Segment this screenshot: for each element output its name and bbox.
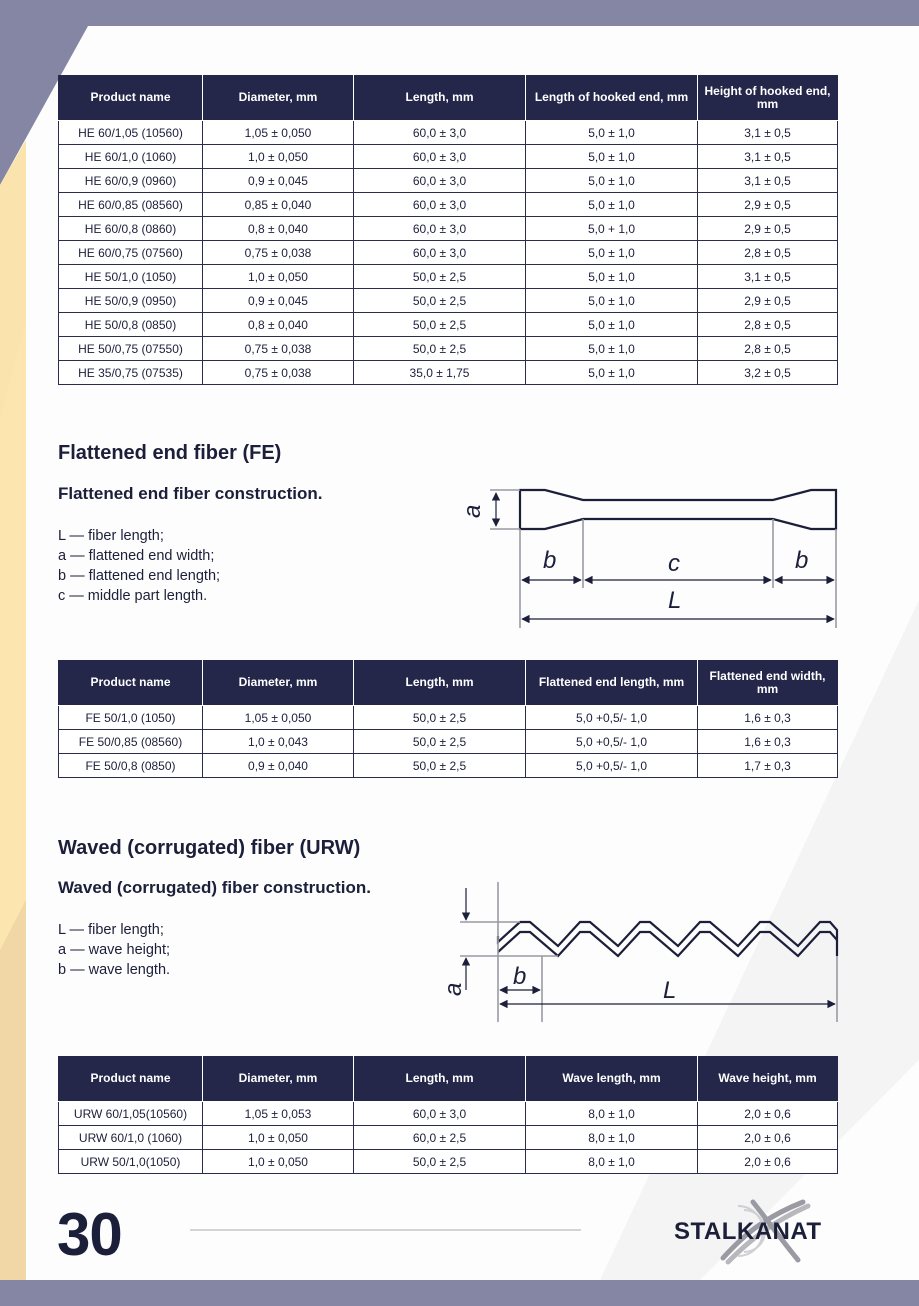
table-cell: 1,05 ± 0,053 <box>203 1102 354 1126</box>
table-row <box>59 730 838 754</box>
hooked-end-table <box>58 75 838 385</box>
logo-text: STALKANAT <box>674 1218 822 1245</box>
fe-section-title: Flattened end fiber (FE) <box>58 442 282 464</box>
header-diameter: Diameter, mm <box>203 660 354 706</box>
legend-item: c — middle part length. <box>58 588 208 604</box>
table-cell: 0,9 ± 0,045 <box>203 289 354 313</box>
fiber-outline <box>520 490 836 529</box>
table-cell: 2,8 ± 0,5 <box>698 337 838 361</box>
table-cell: 1,0 ± 0,050 <box>203 145 354 169</box>
table-cell: URW 60/1,0 (1060) <box>59 1126 203 1150</box>
table-cell: 0,75 ± 0,038 <box>203 241 354 265</box>
table-cell: FE 50/0,8 (0850) <box>59 754 203 778</box>
table-cell: 3,1 ± 0,5 <box>698 121 838 145</box>
header-hooked-end-length: Length of hooked end, mm <box>526 75 698 121</box>
table-cell: 5,0 + 1,0 <box>526 217 698 241</box>
top-band <box>0 0 919 26</box>
table-cell: 50,0 ± 2,5 <box>354 730 526 754</box>
fe-legend <box>58 526 220 606</box>
table-row <box>59 1126 838 1150</box>
table-cell: HE 35/0,75 (07535) <box>59 361 203 385</box>
stalkanat-logo <box>668 1196 838 1266</box>
waved-fiber-table <box>58 1056 838 1174</box>
header-hooked-end-height: Height of hooked end, mm <box>698 75 838 121</box>
waved-fiber-diagram <box>430 878 850 1028</box>
table-cell: HE 60/0,9 (0960) <box>59 169 203 193</box>
label-L: L <box>663 977 677 1004</box>
table-cell: 5,0 ± 1,0 <box>526 121 698 145</box>
table-cell: 0,9 ± 0,040 <box>203 754 354 778</box>
urw-legend <box>58 920 170 980</box>
table-cell: 3,2 ± 0,5 <box>698 361 838 385</box>
table-row <box>59 1102 838 1126</box>
header-length: Length, mm <box>354 75 526 121</box>
table-header-row <box>59 660 838 706</box>
table-cell: 60,0 ± 3,0 <box>354 121 526 145</box>
table-cell: 3,1 ± 0,5 <box>698 265 838 289</box>
table-cell: 50,0 ± 2,5 <box>354 706 526 730</box>
table-cell: URW 60/1,05(10560) <box>59 1102 203 1126</box>
table-cell: 1,0 ± 0,043 <box>203 730 354 754</box>
legend-item: b — flattened end length; <box>58 568 221 584</box>
table-cell: HE 60/0,75 (07560) <box>59 241 203 265</box>
table-row <box>59 193 838 217</box>
table-cell: 2,9 ± 0,5 <box>698 193 838 217</box>
table-header-row <box>59 75 838 121</box>
label-a: a <box>459 504 486 518</box>
table-row <box>59 289 838 313</box>
table-cell: HE 50/0,75 (07550) <box>59 337 203 361</box>
table-cell: 0,75 ± 0,038 <box>203 337 354 361</box>
table-row <box>59 754 838 778</box>
table-row <box>59 145 838 169</box>
table-cell: 60,0 ± 3,0 <box>354 1102 526 1126</box>
table-cell: 3,1 ± 0,5 <box>698 145 838 169</box>
fe-table-body <box>59 706 838 778</box>
table-cell: 1,7 ± 0,3 <box>698 754 838 778</box>
table-cell: HE 50/0,9 (0950) <box>59 289 203 313</box>
header-length: Length, mm <box>354 660 526 706</box>
header-product-name: Product name <box>59 660 203 706</box>
header-diameter: Diameter, mm <box>203 75 354 121</box>
table-row <box>59 121 838 145</box>
table-cell: 2,0 ± 0,6 <box>698 1126 838 1150</box>
table-cell: 8,0 ± 1,0 <box>526 1102 698 1126</box>
table-cell: 2,9 ± 0,5 <box>698 217 838 241</box>
table-cell: HE 50/1,0 (1050) <box>59 265 203 289</box>
table-cell: 0,75 ± 0,038 <box>203 361 354 385</box>
table-cell: 2,9 ± 0,5 <box>698 289 838 313</box>
table-cell: 1,0 ± 0,050 <box>203 1150 354 1174</box>
table-cell: 2,8 ± 0,5 <box>698 313 838 337</box>
table-cell: 5,0 ± 1,0 <box>526 265 698 289</box>
table-header-row <box>59 1056 838 1102</box>
table-cell: 0,85 ± 0,040 <box>203 193 354 217</box>
legend-item: L — fiber length; <box>58 528 164 544</box>
table-row <box>59 217 838 241</box>
table-cell: 5,0 +0,5/- 1,0 <box>526 706 698 730</box>
header-length: Length, mm <box>354 1056 526 1102</box>
table-cell: 1,6 ± 0,3 <box>698 706 838 730</box>
table-cell: 50,0 ± 2,5 <box>354 313 526 337</box>
table-row <box>59 337 838 361</box>
table-row <box>59 241 838 265</box>
table-cell: URW 50/1,0(1050) <box>59 1150 203 1174</box>
table-cell: 5,0 +0,5/- 1,0 <box>526 730 698 754</box>
table-cell: 5,0 ± 1,0 <box>526 289 698 313</box>
table-row <box>59 265 838 289</box>
table-cell: 3,1 ± 0,5 <box>698 169 838 193</box>
label-L: L <box>668 587 682 614</box>
table-cell: 1,0 ± 0,050 <box>203 1126 354 1150</box>
table-cell: 60,0 ± 2,5 <box>354 1126 526 1150</box>
table-cell: 1,05 ± 0,050 <box>203 706 354 730</box>
header-flattened-end-length: Flattened end length, mm <box>526 660 698 706</box>
label-a: a <box>440 982 467 996</box>
hooked-table-body <box>59 121 838 385</box>
table-cell: HE 60/0,8 (0860) <box>59 217 203 241</box>
table-cell: 5,0 ± 1,0 <box>526 241 698 265</box>
urw-table-body <box>59 1102 838 1174</box>
table-cell: 2,0 ± 0,6 <box>698 1150 838 1174</box>
table-cell: 60,0 ± 3,0 <box>354 241 526 265</box>
table-cell: 50,0 ± 2,5 <box>354 289 526 313</box>
table-row <box>59 169 838 193</box>
label-b-right: b <box>795 547 809 574</box>
table-cell: 1,05 ± 0,050 <box>203 121 354 145</box>
table-cell: 50,0 ± 2,5 <box>354 1150 526 1174</box>
table-cell: 5,0 +0,5/- 1,0 <box>526 754 698 778</box>
footer-divider <box>190 1229 581 1231</box>
table-row <box>59 706 838 730</box>
legend-item: a — wave height; <box>58 942 171 958</box>
header-product-name: Product name <box>59 75 203 121</box>
fe-construction-subtitle: Flattened end fiber construction. <box>58 484 323 503</box>
table-cell: 60,0 ± 3,0 <box>354 169 526 193</box>
table-cell: 8,0 ± 1,0 <box>526 1126 698 1150</box>
table-cell: HE 60/1,05 (10560) <box>59 121 203 145</box>
table-cell: 5,0 ± 1,0 <box>526 145 698 169</box>
flattened-fiber-diagram <box>440 478 850 636</box>
legend-item: a — flattened end width; <box>58 548 215 564</box>
bottom-band <box>0 1280 919 1306</box>
label-b: b <box>513 963 527 990</box>
label-b-left: b <box>543 547 557 574</box>
table-row <box>59 1150 838 1174</box>
header-wave-length: Wave length, mm <box>526 1056 698 1102</box>
label-c: c <box>668 550 680 577</box>
table-cell: FE 50/0,85 (08560) <box>59 730 203 754</box>
table-row <box>59 313 838 337</box>
table-cell: 5,0 ± 1,0 <box>526 337 698 361</box>
table-row <box>59 361 838 385</box>
table-cell: 1,6 ± 0,3 <box>698 730 838 754</box>
wave-outline <box>498 922 837 956</box>
table-cell: 0,8 ± 0,040 <box>203 217 354 241</box>
page-number: 30 <box>57 1201 122 1268</box>
table-cell: 8,0 ± 1,0 <box>526 1150 698 1174</box>
table-cell: 0,8 ± 0,040 <box>203 313 354 337</box>
table-cell: HE 60/1,0 (1060) <box>59 145 203 169</box>
table-cell: 5,0 ± 1,0 <box>526 193 698 217</box>
legend-item: L — fiber length; <box>58 922 164 938</box>
header-wave-height: Wave height, mm <box>698 1056 838 1102</box>
table-cell: 5,0 ± 1,0 <box>526 361 698 385</box>
table-cell: 60,0 ± 3,0 <box>354 193 526 217</box>
table-cell: 50,0 ± 2,5 <box>354 265 526 289</box>
table-cell: 50,0 ± 2,5 <box>354 754 526 778</box>
table-cell: 50,0 ± 2,5 <box>354 337 526 361</box>
table-cell: HE 60/0,85 (08560) <box>59 193 203 217</box>
table-cell: FE 50/1,0 (1050) <box>59 706 203 730</box>
table-cell: 1,0 ± 0,050 <box>203 265 354 289</box>
table-cell: 2,8 ± 0,5 <box>698 241 838 265</box>
table-cell: 2,0 ± 0,6 <box>698 1102 838 1126</box>
header-product-name: Product name <box>59 1056 203 1102</box>
header-flattened-end-width: Flattened end width, mm <box>698 660 838 706</box>
table-cell: 5,0 ± 1,0 <box>526 313 698 337</box>
legend-item: b — wave length. <box>58 962 171 978</box>
table-cell: 0,9 ± 0,045 <box>203 169 354 193</box>
urw-construction-subtitle: Waved (corrugated) fiber construction. <box>58 878 371 897</box>
header-diameter: Diameter, mm <box>203 1056 354 1102</box>
table-cell: 60,0 ± 3,0 <box>354 217 526 241</box>
table-cell: HE 50/0,8 (0850) <box>59 313 203 337</box>
flattened-end-table <box>58 660 838 778</box>
table-cell: 35,0 ± 1,75 <box>354 361 526 385</box>
table-cell: 5,0 ± 1,0 <box>526 169 698 193</box>
table-cell: 60,0 ± 3,0 <box>354 145 526 169</box>
urw-section-title: Waved (corrugated) fiber (URW) <box>58 837 361 859</box>
